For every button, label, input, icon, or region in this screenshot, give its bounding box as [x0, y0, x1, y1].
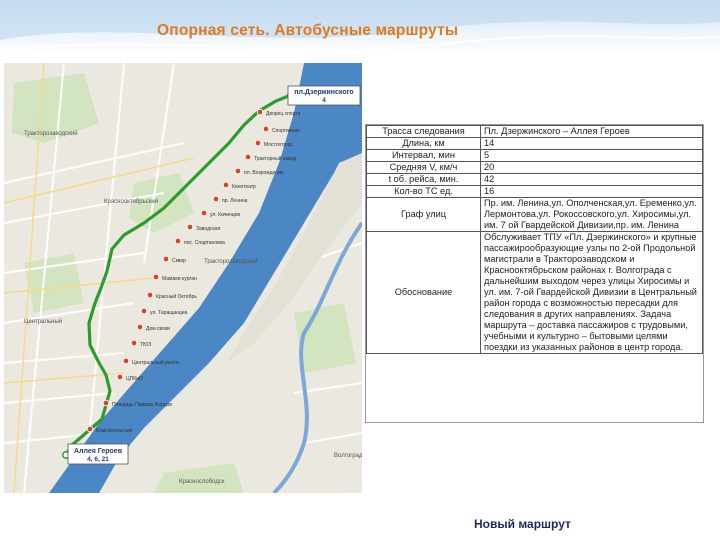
row-label: Обоснование	[367, 232, 481, 354]
page-title: Опорная сеть. Автобусные маршруты	[157, 22, 459, 39]
stop-label: пос. Спартановка	[184, 240, 225, 246]
end-stop-name: Аллея Героев	[73, 448, 123, 455]
route-info-table	[366, 125, 703, 354]
stop-label: Тракторный завод	[254, 156, 297, 162]
route-stop[interactable]	[175, 238, 181, 244]
svg-text:Центральный: Центральный	[24, 319, 63, 325]
stop-label: Дворец спорта	[266, 111, 301, 117]
route-stop[interactable]	[163, 256, 169, 262]
route-stop[interactable]	[117, 374, 123, 380]
map-canvas[interactable]	[4, 63, 362, 493]
row-value: Обслуживает ТПУ «Пл. Дзержинского» и крупные пассажирообразующие узлы по 2-ой Продольной магистрали в Тракторозаводском и Краснооктябрьском районах г. Волгограда с дальнейшим выходом через улицы Хиросимы и ул. им. 7-ой Гвардейской Дивизии в Центральный район города с возможностью пересадки для следования в других направлениях. Задача маршрута – доставка пассажиров с трудовыми, учебными и культурно – бытовыми целями поездки из указанных районов в центр города.	[481, 232, 703, 354]
row-value: Пр. им. Ленина,ул. Ополченская,ул. Еременко,ул. Лермонтова,ул. Рокоссовского,ул. Хиросимы,ул. им. 7 ой Гвардейской Дивизии,пр. им. Ленина	[481, 198, 703, 232]
route-stop[interactable]	[141, 308, 147, 314]
stop-label: ТЮЗ	[140, 342, 152, 348]
route-stop[interactable]	[153, 274, 159, 280]
footer-caption: Новый маршрут	[474, 517, 571, 531]
table-row	[367, 232, 703, 354]
svg-text:Волгоград: Волгоград	[334, 453, 362, 459]
route-info-panel	[365, 124, 704, 423]
stop-label: ул. Качинцев	[210, 212, 241, 218]
stop-label: Красный Октябрь	[156, 294, 197, 300]
table-row	[367, 150, 703, 162]
stop-label: Заводская	[196, 226, 221, 232]
table-row	[367, 174, 703, 186]
svg-text:Тракторозаводский: Тракторозаводский	[24, 131, 78, 137]
row-value: 14	[481, 138, 703, 150]
route-stop[interactable]	[223, 182, 229, 188]
stop-label: Мамаев курган	[162, 276, 197, 282]
stop-label: Спортивная	[272, 128, 300, 134]
end-stop-routes: 4, 6, 21	[87, 456, 109, 463]
route-stop[interactable]	[137, 324, 143, 330]
end-stop-callout[interactable]	[63, 444, 128, 464]
start-stop-name: пл.Дзержинского	[294, 89, 354, 96]
stop-label: Комсомольская	[96, 428, 133, 434]
stop-label: пл. Возрождения	[244, 170, 284, 176]
stop-label: Дом связи	[146, 326, 170, 332]
stop-label: Сквер	[172, 258, 186, 264]
route-stop[interactable]	[187, 224, 193, 230]
start-stop-routes: 4	[322, 97, 326, 104]
route-stop[interactable]	[255, 140, 261, 146]
row-value: 5	[481, 150, 703, 162]
route-map[interactable]	[4, 63, 362, 493]
table-row	[367, 198, 703, 232]
route-stop[interactable]	[87, 426, 93, 432]
row-label: Средняя V, км/ч	[367, 162, 481, 174]
stop-label: Кинотеатр	[232, 184, 256, 190]
table-row	[367, 186, 703, 198]
row-label: Граф улиц	[367, 198, 481, 232]
route-stop[interactable]	[131, 340, 137, 346]
row-value: Пл. Дзержинского – Аллея Героев	[481, 126, 703, 138]
svg-text:Краснослободск: Краснослободск	[179, 479, 225, 485]
route-stop[interactable]	[257, 109, 263, 115]
row-label: Трасса следования	[367, 126, 481, 138]
svg-text:Краснооктябрьский: Краснооктябрьский	[104, 199, 159, 205]
row-label: Длина, км	[367, 138, 481, 150]
start-stop-callout[interactable]	[288, 86, 360, 105]
route-stop[interactable]	[245, 154, 251, 160]
row-value: 20	[481, 162, 703, 174]
route-stop[interactable]	[213, 196, 219, 202]
stop-label: Мостоотряд	[264, 142, 292, 148]
stop-label: ЦПКиО	[126, 376, 143, 382]
table-row	[367, 162, 703, 174]
row-label: Кол-во ТС ед.	[367, 186, 481, 198]
row-value: 42	[481, 174, 703, 186]
row-label: t об. рейса, мин.	[367, 174, 481, 186]
row-label: Интервал, мин	[367, 150, 481, 162]
route-stop[interactable]	[235, 168, 241, 174]
route-stop[interactable]	[263, 126, 269, 132]
stop-label: пр. Ленина	[222, 198, 248, 204]
stop-label: ул. Таращанцев	[150, 310, 188, 316]
row-value: 16	[481, 186, 703, 198]
table-row	[367, 126, 703, 138]
route-stop[interactable]	[147, 292, 153, 298]
stop-label: Площадь Павших Борцов	[112, 402, 172, 408]
route-stop[interactable]	[123, 358, 129, 364]
stop-label: Центральный рынок	[132, 360, 180, 366]
route-stop[interactable]	[103, 400, 109, 406]
route-stop[interactable]	[201, 210, 207, 216]
svg-text:Тракторозаводский: Тракторозаводский	[204, 259, 258, 265]
table-row	[367, 138, 703, 150]
